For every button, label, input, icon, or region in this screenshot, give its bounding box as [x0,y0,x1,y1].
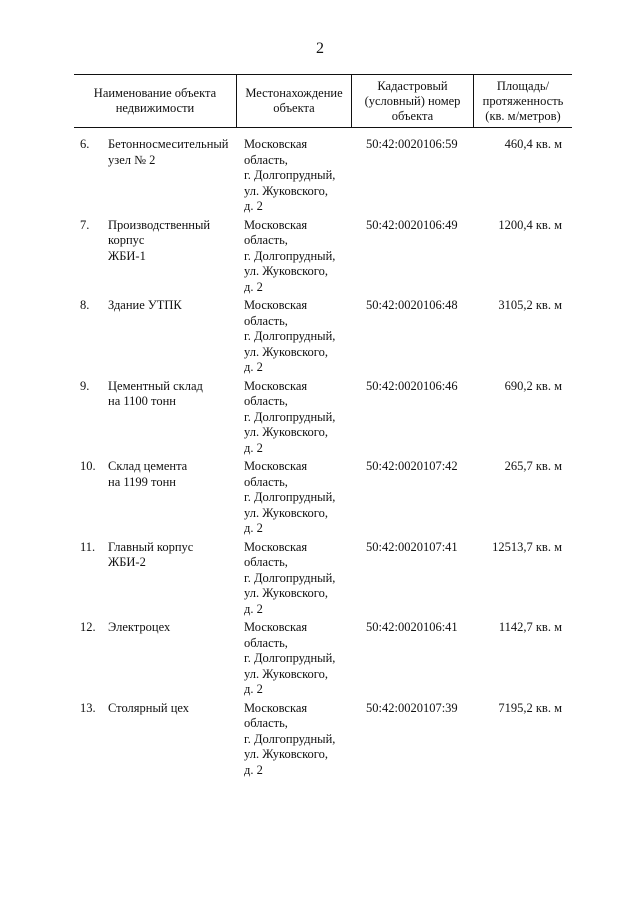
row-number: 7. [80,217,90,232]
table-row [0,620,640,701]
table-header [74,74,572,128]
table-row [0,379,640,460]
row-number: 11. [80,539,96,554]
header-cadastral-column [352,75,473,127]
table-row [0,459,640,540]
header-area-label: Площадь/ протяженность (кв. м/метров) [482,78,564,123]
object-location: Московская область, г. Долгопрудный, ул. Жуковского, д. 2 [244,459,336,535]
object-name: Столярный цех [108,700,190,715]
object-location: Московская область, г. Долгопрудный, ул. Жуковского, д. 2 [244,539,336,616]
row-number: 13. [80,700,96,715]
header-cadastral-label: Кадастровый (условный) номер объекта [364,78,461,123]
cadastral-number: 50:42:0020107:41 [366,539,458,554]
table-body [0,137,640,781]
cadastral-number: 50:42:0020107:42 [366,459,458,473]
object-area: 1142,7 кв. м [498,620,562,634]
cadastral-number: 50:42:0020106:46 [366,378,458,393]
header-area-column [474,75,572,127]
object-area: 3105,2 кв. м [498,298,562,312]
object-name: Производственный корпус ЖБИ-1 [108,217,211,263]
header-name-label: Наименование объекта недвижимости [93,86,217,115]
row-number: 8. [80,298,90,312]
cadastral-number: 50:42:0020106:59 [366,137,458,151]
table-row [0,218,640,299]
object-location: Московская область, г. Долгопрудный, ул. Жуковского, д. 2 [244,298,336,374]
object-area: 1200,4 кв. м [498,217,562,232]
header-location-column [237,75,351,127]
object-name: Склад цемента на 1199 тонн [108,459,188,489]
row-number: 10. [80,459,96,473]
object-name: Электроцех [108,620,171,634]
cadastral-number: 50:42:0020106:48 [366,298,458,312]
object-location: Московская область, г. Долгопрудный, ул. Жуковского, д. 2 [244,620,336,696]
object-area: 265,7 кв. м [504,459,562,473]
table-row [0,137,640,218]
header-location-label: Местонахождение объекта [245,86,343,115]
object-name: Цементный склад на 1100 тонн [108,378,203,408]
row-number: 12. [80,620,96,634]
cadastral-number: 50:42:0020106:49 [366,217,458,232]
object-name: Главный корпус ЖБИ-2 [108,539,194,569]
object-location: Московская область, г. Долгопрудный, ул. Жуковского, д. 2 [244,378,336,455]
cadastral-number: 50:42:0020106:41 [366,620,458,634]
row-number: 9. [80,378,90,393]
object-name: Бетонносмесительный узел № 2 [108,137,229,167]
header-name-column [74,75,236,127]
object-location: Московская область, г. Долгопрудный, ул. Жуковского, д. 2 [244,700,336,777]
table-row [0,298,640,379]
object-location: Московская область, г. Долгопрудный, ул. Жуковского, д. 2 [244,137,336,213]
table-row [0,540,640,621]
object-area: 7195,2 кв. м [498,700,562,715]
table-row [0,701,640,782]
row-number: 6. [80,137,90,151]
object-name: Здание УТПК [108,298,182,312]
cadastral-number: 50:42:0020107:39 [366,700,458,715]
object-area: 690,2 кв. м [504,378,562,393]
object-area: 12513,7 кв. м [492,539,562,554]
object-area: 460,4 кв. м [504,137,562,151]
object-location: Московская область, г. Долгопрудный, ул. Жуковского, д. 2 [244,217,336,294]
page-number: 2 [316,40,324,57]
